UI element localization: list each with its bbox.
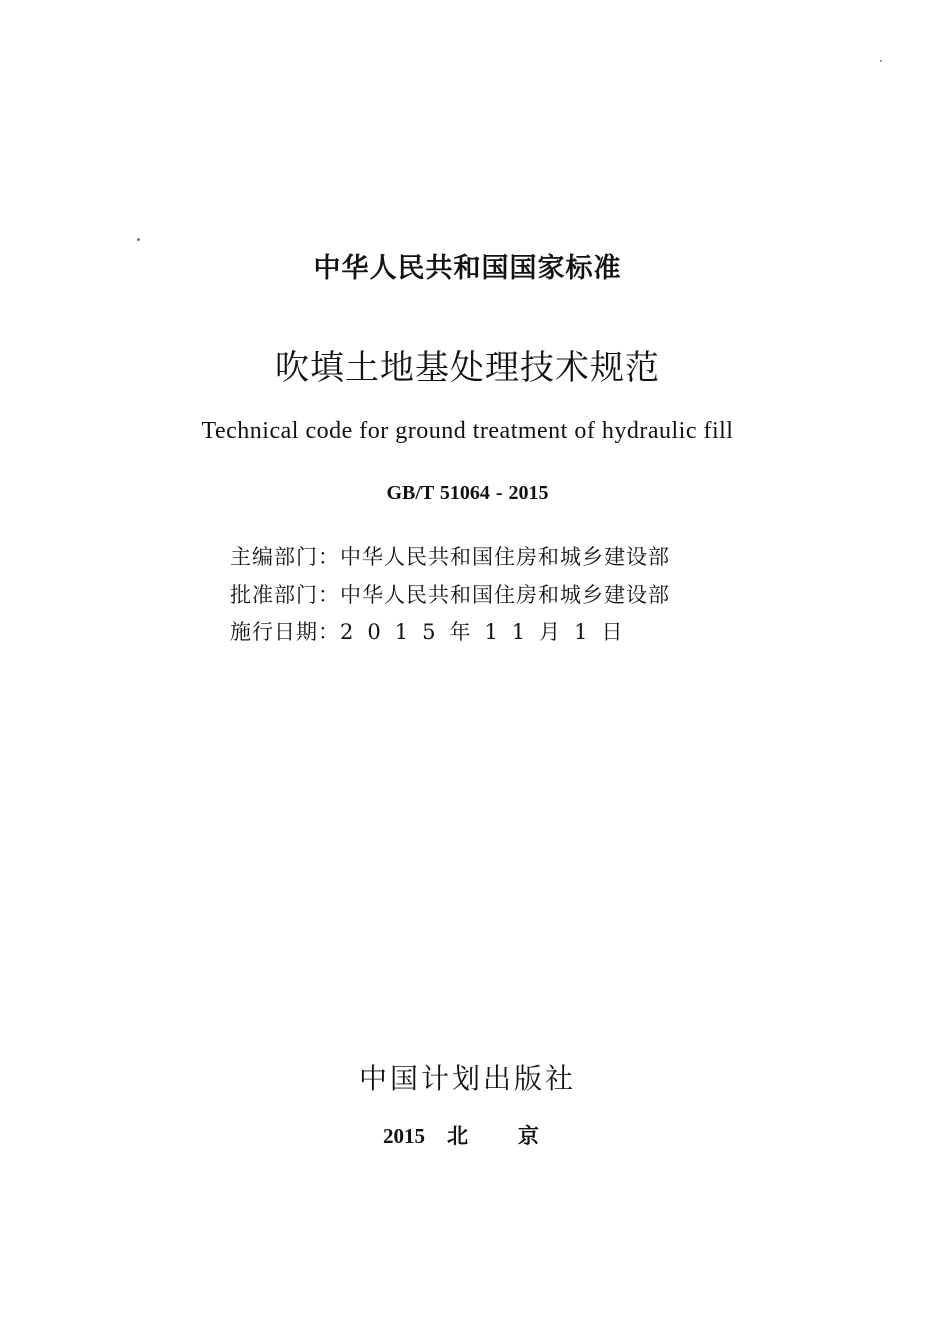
publication-year-city <box>383 1120 589 1150</box>
publication-year: 2015 <box>383 1124 425 1148</box>
scan-speck <box>880 60 882 62</box>
publication-city: 北京 <box>447 1124 589 1148</box>
document-title-chinese: 吹填土地基处理技术规范 <box>275 348 660 388</box>
approval-department-label: 批准部门： <box>230 583 340 607</box>
document-title-english: Technical code for ground treatment of hydraulic fill <box>201 418 734 444</box>
effective-date-label: 施行日期： <box>230 620 340 644</box>
effective-date-row <box>230 616 750 646</box>
editor-department-value: 中华人民共和国住房和城乡建设部 <box>340 545 670 569</box>
approval-department-row <box>230 579 750 609</box>
publisher-name: 中国计划出版社 <box>358 1062 576 1095</box>
effective-date-value: 2015年11月1日 <box>340 620 637 644</box>
editor-department-label: 主编部门： <box>230 545 340 569</box>
scan-speck <box>137 238 140 241</box>
standard-code: GB/T 51064 - 2015 <box>386 482 549 504</box>
editor-department-row <box>230 541 750 571</box>
approval-department-value: 中华人民共和国住房和城乡建设部 <box>340 583 670 607</box>
national-standard-heading: 中华人民共和国国家标准 <box>313 253 622 284</box>
